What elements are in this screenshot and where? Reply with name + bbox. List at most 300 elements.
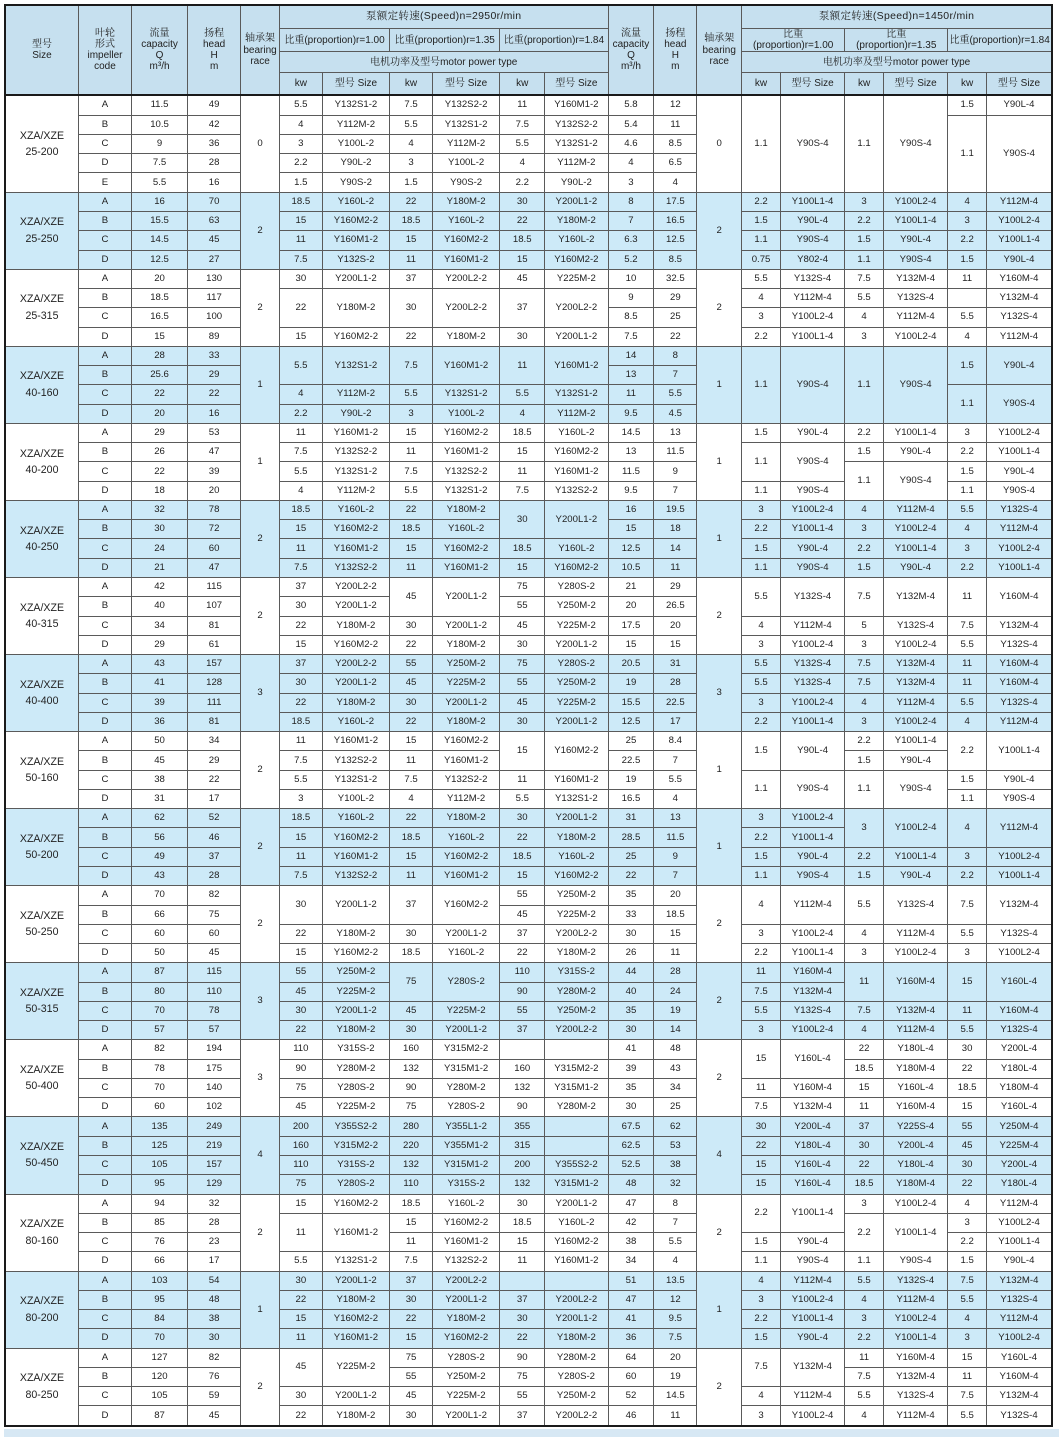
motor-type: Y100L1-4 bbox=[883, 847, 947, 866]
motor-type: Y180L-4 bbox=[987, 1059, 1052, 1078]
kw-value: 37 bbox=[390, 886, 433, 925]
kw-value: 5.5 bbox=[500, 385, 545, 404]
kw-value: 5.5 bbox=[279, 346, 322, 385]
head-1450-value: 13.5 bbox=[654, 1271, 697, 1290]
capacity-2950-value: 125 bbox=[132, 1136, 188, 1155]
motor-type: Y112M-4 bbox=[780, 886, 844, 925]
capacity-1450-value: 5.8 bbox=[608, 95, 654, 115]
capacity-1450-value: 13 bbox=[608, 366, 654, 385]
kw-value: 15 bbox=[845, 1078, 884, 1097]
motor-type: Y280S-2 bbox=[322, 1175, 389, 1194]
motor-type: Y200L1-2 bbox=[545, 1310, 608, 1329]
kw-value: 1.5 bbox=[742, 539, 781, 558]
kw-value: 7.5 bbox=[279, 250, 322, 269]
motor-type: Y200L1-2 bbox=[545, 809, 608, 828]
kw-value: 7.5 bbox=[390, 770, 433, 789]
header-proportion-135-2950: 比重(proportion)r=1.35 bbox=[390, 29, 500, 52]
capacity-2950-value: 80 bbox=[132, 982, 188, 1001]
motor-type: Y225M-2 bbox=[545, 905, 608, 924]
kw-value: 11 bbox=[390, 558, 433, 577]
impeller-code: D bbox=[78, 635, 131, 654]
motor-type: Y315M1-2 bbox=[545, 1175, 608, 1194]
header-proportion-184-2950: 比重(proportion)r=1.84 bbox=[500, 29, 608, 52]
kw-value: 45 bbox=[500, 905, 545, 924]
kw-value: 55 bbox=[500, 674, 545, 693]
motor-type: Y225M-2 bbox=[432, 1387, 499, 1406]
bearing-race-1450-value: 2 bbox=[697, 578, 742, 655]
motor-type: Y180M-2 bbox=[432, 809, 499, 828]
pump-size-label: XZA/XZE 25-200 bbox=[5, 95, 78, 192]
kw-value: 1.5 bbox=[845, 751, 884, 770]
capacity-2950-value: 95 bbox=[132, 1175, 188, 1194]
header-size: 型号 Size bbox=[5, 5, 78, 95]
motor-type: Y100L1-4 bbox=[883, 539, 947, 558]
head-1450-value: 43 bbox=[654, 1059, 697, 1078]
kw-value: 4 bbox=[845, 1406, 884, 1426]
kw-value: 15 bbox=[279, 1310, 322, 1329]
motor-type bbox=[545, 1117, 608, 1136]
impeller-code: A bbox=[78, 95, 131, 115]
motor-type: Y250M-2 bbox=[545, 1387, 608, 1406]
header-model-size: 型号 Size bbox=[432, 73, 499, 96]
impeller-code: B bbox=[78, 751, 131, 770]
motor-type: Y100L2-4 bbox=[780, 1290, 844, 1309]
motor-type: Y90L-4 bbox=[780, 732, 844, 771]
kw-value: 3 bbox=[948, 423, 987, 442]
kw-value: 15 bbox=[390, 732, 433, 751]
impeller-code: B bbox=[78, 674, 131, 693]
motor-type: Y90S-4 bbox=[883, 346, 947, 423]
impeller-code: A bbox=[78, 732, 131, 751]
motor-type: Y112M-4 bbox=[780, 289, 844, 308]
head-1450-value: 9 bbox=[654, 462, 697, 481]
motor-type: Y225M-2 bbox=[545, 616, 608, 635]
capacity-1450-value: 9.5 bbox=[608, 404, 654, 423]
head-1450-value: 38 bbox=[654, 1155, 697, 1174]
kw-value: 2.2 bbox=[845, 423, 884, 442]
head-2950-value: 78 bbox=[188, 1001, 241, 1020]
kw-value: 7.5 bbox=[500, 481, 545, 500]
impeller-code: D bbox=[78, 867, 131, 886]
motor-type: Y200L1-2 bbox=[545, 192, 608, 211]
kw-value: 37 bbox=[279, 578, 322, 597]
kw-value: 30 bbox=[500, 1310, 545, 1329]
kw-value: 132 bbox=[500, 1078, 545, 1097]
kw-value: 1.5 bbox=[742, 1233, 781, 1252]
impeller-code: E bbox=[78, 173, 131, 192]
head-1450-value: 7 bbox=[654, 867, 697, 886]
kw-value: 45 bbox=[279, 1348, 322, 1387]
motor-type: Y132S-4 bbox=[780, 269, 844, 288]
kw-value: 3 bbox=[948, 1213, 987, 1232]
motor-type: Y100L2-4 bbox=[987, 944, 1052, 963]
motor-type: Y100L2-4 bbox=[780, 500, 844, 519]
head-2950-value: 102 bbox=[188, 1098, 241, 1117]
capacity-1450-value: 22.5 bbox=[608, 751, 654, 770]
head-1450-value: 14 bbox=[654, 539, 697, 558]
motor-type: Y90L-4 bbox=[987, 250, 1052, 269]
head-2950-value: 30 bbox=[188, 1329, 241, 1348]
motor-type: Y90L-4 bbox=[780, 539, 844, 558]
kw-value: 1.1 bbox=[845, 95, 884, 192]
motor-type: Y90L-4 bbox=[780, 1233, 844, 1252]
head-2950-value: 194 bbox=[188, 1040, 241, 1059]
motor-type: Y132S-4 bbox=[987, 693, 1052, 712]
head-1450-value: 6.5 bbox=[654, 154, 697, 173]
motor-type: Y200L1-2 bbox=[545, 327, 608, 346]
kw-value: 30 bbox=[390, 1406, 433, 1426]
capacity-1450-value: 34 bbox=[608, 1252, 654, 1271]
kw-value: 5.5 bbox=[845, 289, 884, 308]
motor-type: Y90S-4 bbox=[780, 346, 844, 423]
motor-type: Y100L1-4 bbox=[780, 192, 844, 211]
pump-size-label: XZA/XZE 50-160 bbox=[5, 732, 78, 809]
motor-type: Y132S2-2 bbox=[322, 751, 389, 770]
kw-value: 4 bbox=[948, 1310, 987, 1329]
kw-value: 4 bbox=[279, 385, 322, 404]
bearing-race-2950-value: 2 bbox=[241, 732, 280, 809]
kw-value: 3 bbox=[845, 1194, 884, 1213]
kw-value: 3 bbox=[742, 924, 781, 943]
kw-value: 3 bbox=[742, 1021, 781, 1040]
kw-value: 15 bbox=[279, 211, 322, 230]
head-2950-value: 100 bbox=[188, 308, 241, 327]
impeller-code: A bbox=[78, 500, 131, 519]
kw-value: 2.2 bbox=[845, 539, 884, 558]
kw-value: 200 bbox=[279, 1117, 322, 1136]
kw-value: 1.5 bbox=[845, 558, 884, 577]
capacity-1450-value: 20.5 bbox=[608, 655, 654, 674]
head-2950-value: 42 bbox=[188, 115, 241, 134]
capacity-1450-value: 30 bbox=[608, 1021, 654, 1040]
motor-type: Y160M2-2 bbox=[545, 443, 608, 462]
kw-value: 15 bbox=[500, 443, 545, 462]
motor-type: Y132S1-2 bbox=[432, 385, 499, 404]
kw-value: 110 bbox=[279, 1040, 322, 1059]
impeller-code: C bbox=[78, 231, 131, 250]
kw-value: 7.5 bbox=[845, 269, 884, 288]
kw-value: 2.2 bbox=[948, 231, 987, 250]
header-bearing-2950: 轴承架 bearing race bbox=[241, 5, 280, 95]
kw-value: 2.2 bbox=[845, 1213, 884, 1252]
kw-value: 7.5 bbox=[845, 1001, 884, 1020]
motor-type: Y180M-2 bbox=[432, 500, 499, 519]
capacity-2950-value: 49 bbox=[132, 847, 188, 866]
kw-value: 30 bbox=[742, 1117, 781, 1136]
motor-type: Y90S-4 bbox=[987, 115, 1052, 192]
header-kw: kw bbox=[279, 73, 322, 96]
motor-type: Y200L1-2 bbox=[322, 674, 389, 693]
bearing-race-1450-value: 1 bbox=[697, 1271, 742, 1348]
motor-type bbox=[545, 1271, 608, 1290]
kw-value: 30 bbox=[279, 886, 322, 925]
capacity-2950-value: 70 bbox=[132, 1001, 188, 1020]
motor-type: Y200L2-2 bbox=[545, 924, 608, 943]
kw-value: 5.5 bbox=[500, 789, 545, 808]
kw-value: 5.5 bbox=[279, 95, 322, 115]
kw-value: 22 bbox=[845, 1155, 884, 1174]
capacity-1450-value: 14 bbox=[608, 346, 654, 365]
kw-value: 18.5 bbox=[390, 828, 433, 847]
motor-type: Y112M-4 bbox=[780, 1271, 844, 1290]
motor-type: Y100L2-4 bbox=[987, 1329, 1052, 1348]
motor-type: Y132S-4 bbox=[987, 1290, 1052, 1309]
kw-value: 55 bbox=[390, 1367, 433, 1386]
motor-type: Y90L-2 bbox=[322, 154, 389, 173]
kw-value: 22 bbox=[279, 924, 322, 943]
kw-value: 5.5 bbox=[742, 578, 781, 617]
head-2950-value: 17 bbox=[188, 1252, 241, 1271]
head-2950-value: 78 bbox=[188, 500, 241, 519]
kw-value: 4 bbox=[742, 289, 781, 308]
capacity-1450-value: 47 bbox=[608, 1194, 654, 1213]
kw-value: 18.5 bbox=[500, 231, 545, 250]
kw-value: 22 bbox=[279, 616, 322, 635]
kw-value: 1.1 bbox=[742, 770, 781, 809]
motor-type: Y200L2-2 bbox=[322, 578, 389, 597]
motor-type: Y250M-2 bbox=[432, 1367, 499, 1386]
impeller-code: B bbox=[78, 115, 131, 134]
capacity-2950-value: 70 bbox=[132, 1078, 188, 1097]
motor-type: Y280M-2 bbox=[322, 1059, 389, 1078]
capacity-1450-value: 16.5 bbox=[608, 789, 654, 808]
motor-type: Y100L1-4 bbox=[987, 558, 1052, 577]
header-head-1450: 扬程 head H m bbox=[654, 5, 697, 95]
impeller-code: C bbox=[78, 1233, 131, 1252]
kw-value: 15 bbox=[390, 1329, 433, 1348]
kw-value: 3 bbox=[279, 789, 322, 808]
pump-size-label: XZA/XZE 80-160 bbox=[5, 1194, 78, 1271]
motor-type: Y132S2-2 bbox=[322, 443, 389, 462]
motor-type: Y100L2-4 bbox=[987, 1213, 1052, 1232]
kw-value: 2.2 bbox=[279, 154, 322, 173]
kw-value: 2.2 bbox=[742, 192, 781, 211]
motor-type: Y132S-4 bbox=[987, 924, 1052, 943]
head-2950-value: 23 bbox=[188, 1233, 241, 1252]
capacity-2950-value: 56 bbox=[132, 828, 188, 847]
head-1450-value: 29 bbox=[654, 289, 697, 308]
kw-value: 3 bbox=[948, 944, 987, 963]
kw-value: 0.75 bbox=[742, 250, 781, 269]
kw-value: 15 bbox=[742, 1155, 781, 1174]
motor-type: Y225M-4 bbox=[987, 1136, 1052, 1155]
motor-type: Y200L1-2 bbox=[322, 1001, 389, 1020]
motor-type: Y200L1-2 bbox=[322, 269, 389, 288]
motor-type: Y100L2-4 bbox=[883, 1310, 947, 1329]
kw-value: 1.5 bbox=[948, 346, 987, 385]
head-1450-value: 17.5 bbox=[654, 192, 697, 211]
impeller-code: A bbox=[78, 346, 131, 365]
kw-value: 55 bbox=[500, 1387, 545, 1406]
pump-size-label: XZA/XZE 50-450 bbox=[5, 1117, 78, 1194]
motor-type: Y100L1-4 bbox=[780, 327, 844, 346]
kw-value: 11 bbox=[500, 95, 545, 115]
motor-type: Y160M2-2 bbox=[322, 211, 389, 230]
motor-type: Y100L1-4 bbox=[780, 712, 844, 731]
motor-type: Y132M-4 bbox=[987, 1387, 1052, 1406]
kw-value: 4 bbox=[845, 1290, 884, 1309]
motor-type: Y90L-4 bbox=[987, 462, 1052, 481]
motor-type: Y160M-4 bbox=[987, 578, 1052, 617]
head-2950-value: 28 bbox=[188, 1213, 241, 1232]
motor-type: Y200L1-2 bbox=[545, 712, 608, 731]
head-1450-value: 19.5 bbox=[654, 500, 697, 519]
motor-type: Y100L1-4 bbox=[987, 732, 1052, 771]
capacity-2950-value: 50 bbox=[132, 944, 188, 963]
kw-value: 7.5 bbox=[948, 886, 987, 925]
capacity-1450-value: 11 bbox=[608, 385, 654, 404]
kw-value: 110 bbox=[279, 1155, 322, 1174]
bearing-race-1450-value: 4 bbox=[697, 1117, 742, 1194]
impeller-code: D bbox=[78, 1329, 131, 1348]
motor-type: Y180M-2 bbox=[322, 924, 389, 943]
impeller-code: D bbox=[78, 327, 131, 346]
head-1450-value: 12 bbox=[654, 1290, 697, 1309]
motor-type: Y160M2-2 bbox=[432, 539, 499, 558]
head-1450-value: 16.5 bbox=[654, 211, 697, 230]
motor-type: Y132S1-2 bbox=[322, 1252, 389, 1271]
capacity-2950-value: 38 bbox=[132, 770, 188, 789]
kw-value: 3 bbox=[948, 539, 987, 558]
motor-type: Y90L-4 bbox=[987, 770, 1052, 789]
impeller-code: B bbox=[78, 1059, 131, 1078]
motor-type: Y160M1-2 bbox=[322, 1213, 389, 1252]
kw-value: 7.5 bbox=[500, 115, 545, 134]
head-2950-value: 45 bbox=[188, 1406, 241, 1426]
kw-value: 4 bbox=[845, 500, 884, 519]
head-2950-value: 72 bbox=[188, 520, 241, 539]
head-1450-value: 19 bbox=[654, 1367, 697, 1386]
motor-type: Y132S2-2 bbox=[432, 1252, 499, 1271]
kw-value: 11 bbox=[390, 1233, 433, 1252]
page-bottom-strip bbox=[4, 1429, 1059, 1437]
capacity-1450-value: 7.5 bbox=[608, 327, 654, 346]
head-2950-value: 89 bbox=[188, 327, 241, 346]
motor-type: Y280M-2 bbox=[545, 1348, 608, 1367]
motor-type: Y315S-2 bbox=[322, 1155, 389, 1174]
kw-value: 18.5 bbox=[279, 192, 322, 211]
head-1450-value: 15 bbox=[654, 924, 697, 943]
motor-type: Y90S-4 bbox=[780, 481, 844, 500]
motor-type: Y112M-2 bbox=[432, 789, 499, 808]
kw-value: 15 bbox=[390, 423, 433, 442]
head-2950-value: 60 bbox=[188, 539, 241, 558]
bearing-race-1450-value: 2 bbox=[697, 1194, 742, 1271]
motor-type: Y90S-4 bbox=[780, 770, 844, 809]
head-1450-value: 11.5 bbox=[654, 828, 697, 847]
kw-value: 15 bbox=[500, 732, 545, 771]
head-1450-value: 7 bbox=[654, 481, 697, 500]
kw-value: 7.5 bbox=[845, 655, 884, 674]
kw-value: 2.2 bbox=[742, 1310, 781, 1329]
motor-type: Y132S2-2 bbox=[322, 558, 389, 577]
kw-value: 1.1 bbox=[742, 443, 781, 482]
kw-value: 90 bbox=[500, 1098, 545, 1117]
kw-value: 15 bbox=[279, 944, 322, 963]
motor-type: Y132S1-2 bbox=[545, 385, 608, 404]
head-1450-value: 9.5 bbox=[654, 1310, 697, 1329]
motor-type: Y180M-2 bbox=[322, 1290, 389, 1309]
impeller-code: C bbox=[78, 1155, 131, 1174]
motor-type: Y315S-2 bbox=[545, 963, 608, 982]
motor-type: Y132M-4 bbox=[987, 616, 1052, 635]
kw-value: 7.5 bbox=[279, 443, 322, 462]
kw-value: 1.1 bbox=[845, 346, 884, 423]
capacity-1450-value: 25 bbox=[608, 847, 654, 866]
motor-type: Y132M-4 bbox=[780, 1348, 844, 1387]
kw-value: 5.5 bbox=[845, 1387, 884, 1406]
motor-type: Y132S-4 bbox=[780, 674, 844, 693]
kw-value: 2.2 bbox=[742, 828, 781, 847]
motor-type: Y280S-2 bbox=[545, 655, 608, 674]
motor-type: Y90S-4 bbox=[780, 558, 844, 577]
motor-type: Y132S-4 bbox=[780, 655, 844, 674]
kw-value: 7.5 bbox=[279, 558, 322, 577]
capacity-1450-value: 41 bbox=[608, 1310, 654, 1329]
kw-value: 15 bbox=[279, 828, 322, 847]
kw-value: 22 bbox=[500, 944, 545, 963]
kw-value: 7.5 bbox=[279, 867, 322, 886]
kw-value: 11 bbox=[279, 847, 322, 866]
motor-type: Y160L-2 bbox=[432, 520, 499, 539]
bearing-race-2950-value: 2 bbox=[241, 578, 280, 655]
kw-value: 4 bbox=[742, 616, 781, 635]
kw-value: 3 bbox=[845, 520, 884, 539]
motor-type: Y315M2-2 bbox=[322, 1136, 389, 1155]
head-1450-value: 9 bbox=[654, 847, 697, 866]
kw-value: 15 bbox=[279, 520, 322, 539]
head-1450-value: 32 bbox=[654, 1175, 697, 1194]
motor-type: Y132S1-2 bbox=[322, 95, 389, 115]
kw-value: 30 bbox=[500, 809, 545, 828]
motor-type: Y160M1-2 bbox=[432, 558, 499, 577]
head-2950-value: 45 bbox=[188, 944, 241, 963]
capacity-2950-value: 39 bbox=[132, 693, 188, 712]
capacity-2950-value: 11.5 bbox=[132, 95, 188, 115]
kw-value: 4 bbox=[845, 924, 884, 943]
motor-type: Y180M-2 bbox=[545, 944, 608, 963]
bearing-race-2950-value: 0 bbox=[241, 95, 280, 192]
impeller-code: A bbox=[78, 192, 131, 211]
kw-value: 1.5 bbox=[742, 847, 781, 866]
capacity-2950-value: 20 bbox=[132, 404, 188, 423]
motor-type: Y355S2-2 bbox=[545, 1155, 608, 1174]
kw-value: 45 bbox=[279, 982, 322, 1001]
motor-type: Y280S-2 bbox=[545, 1367, 608, 1386]
kw-value: 3 bbox=[845, 809, 884, 848]
head-1450-value: 8.5 bbox=[654, 134, 697, 153]
motor-type: Y160M2-2 bbox=[545, 732, 608, 771]
motor-type: Y100L2-4 bbox=[883, 944, 947, 963]
motor-type: Y160L-4 bbox=[987, 1098, 1052, 1117]
motor-type: Y200L1-2 bbox=[545, 1194, 608, 1213]
motor-type: Y160M-4 bbox=[883, 963, 947, 1002]
pump-size-label: XZA/XZE 40-400 bbox=[5, 655, 78, 732]
impeller-code: D bbox=[78, 712, 131, 731]
impeller-code: D bbox=[78, 404, 131, 423]
bearing-race-2950-value: 2 bbox=[241, 1348, 280, 1426]
kw-value: 1.5 bbox=[845, 443, 884, 462]
motor-type: Y100L2-4 bbox=[780, 1021, 844, 1040]
impeller-code: B bbox=[78, 1367, 131, 1386]
header-motor-power-2950: 电机功率及型号motor power type bbox=[279, 52, 608, 73]
kw-value: 5 bbox=[845, 616, 884, 635]
motor-type: Y132S-4 bbox=[883, 886, 947, 925]
motor-type: Y200L1-2 bbox=[545, 635, 608, 654]
kw-value: 30 bbox=[279, 597, 322, 616]
head-1450-value: 48 bbox=[654, 1040, 697, 1059]
kw-value: 15 bbox=[390, 1213, 433, 1232]
